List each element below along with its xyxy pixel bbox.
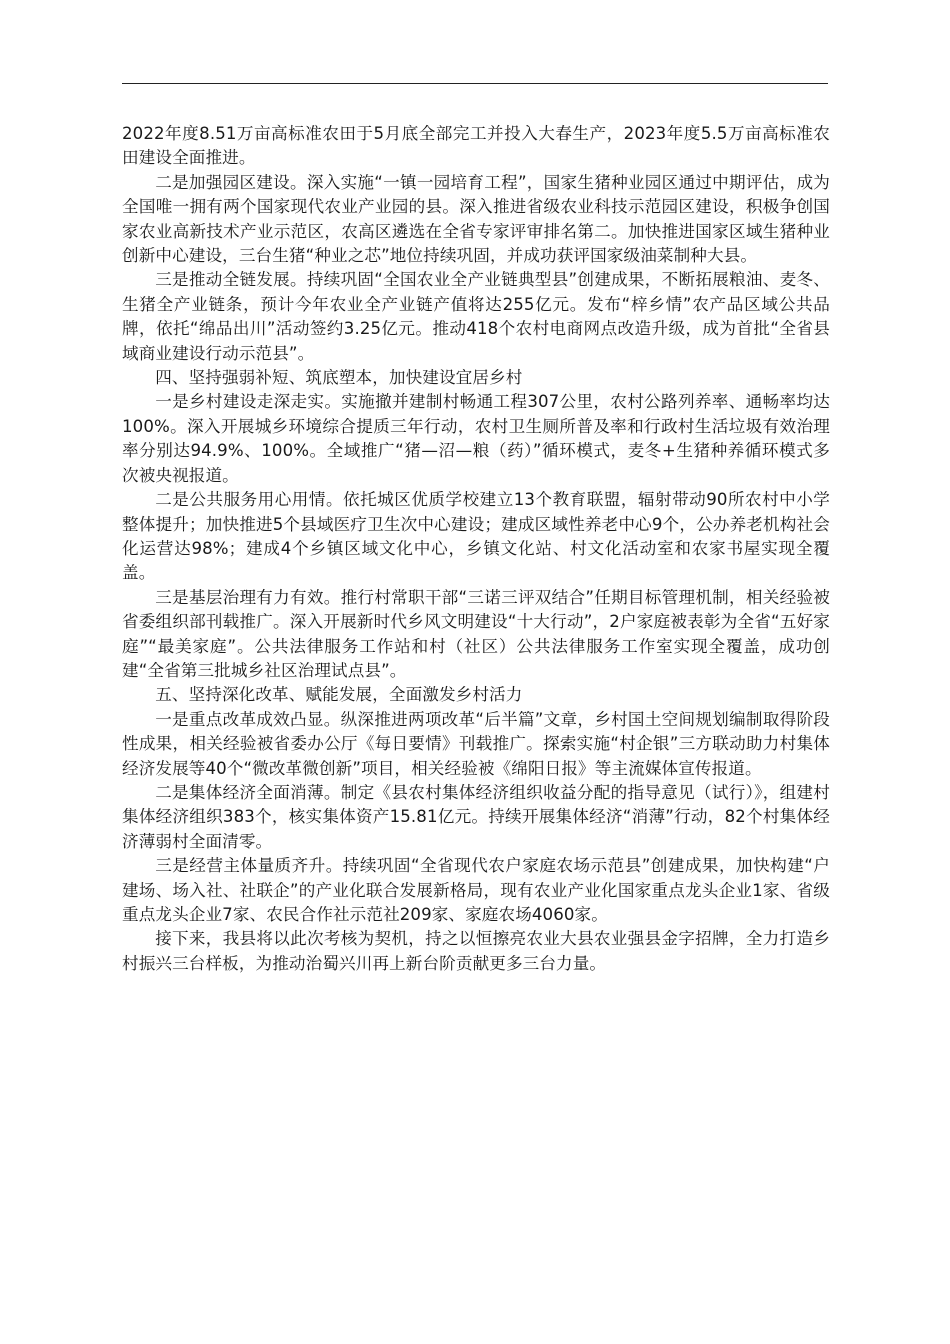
section-heading-reform: 五、坚持深化改革、赋能发展，全面激发乡村活力 bbox=[155, 685, 523, 705]
paragraph-park-construction: 二是加强园区建设。深入实施“一镇一园培育工程”，国家生猪种业园区通过中期评估，成为全国唯一拥有两个国家现代农业产业园的县。深入推进省级农业科技示范园区建设，积极争创国家农业高新技术产业示范区，农高区遴选在全省专家评审排名第二。加快推进国家区域生猪种业创新中心建设，三台生猪“种业之芯”地位持续巩固，并成功获评国家级油菜制种大县。 bbox=[122, 172, 830, 266]
document-body bbox=[122, 122, 830, 976]
header-rule bbox=[122, 83, 828, 84]
paragraph-grassroots-governance: 三是基层治理有力有效。推行村常职干部“三诺三评双结合”任期目标管理机制，相关经验被省委组织部刊载推广。深入开展新时代乡风文明建设“十大行动”，2户家庭被表彰为全省“五好家庭”“最美家庭”。公共法律服务工作站和村（社区）公共法律服务工作室实现全覆盖，成功创建“全省第三批城乡社区治理试点县”。 bbox=[122, 587, 830, 680]
paragraph-business-entities: 三是经营主体量质齐升。持续巩固“全省现代农户家庭农场示范县”创建成果，加快构建“户建场、场入社、社联企”的产业化联合发展新格局，现有农业产业化国家重点龙头企业1家、省级重点龙头企业7家、农民合作社示范社209家、家庭农场4060家。 bbox=[122, 856, 830, 924]
paragraph-key-reforms: 一是重点改革成效凸显。纵深推进两项改革“后半篇”文章，乡村国土空间规划编制取得阶段性成果，相关经验被省委办公厅《每日要情》刊载推广。探索实施“村企银”三方联动助力村集体经济发展等40个“微改革微创新”项目，相关经验被《绵阳日报》等主流媒体宣传报道。 bbox=[122, 709, 830, 778]
paragraph-full-chain: 三是推动全链发展。持续巩固“全国农业全产业链典型县”创建成果，不断拓展粮油、麦冬、生猪全产业链条，预计今年农业全产业链产值将达255亿元。发布“梓乡情”农产品区域公共品牌，依托“绵品出川”活动签约3.25亿元。推动418个农村电商网点改造升级，成为首批“全省县域商业建设行动示范县”。 bbox=[122, 270, 830, 363]
paragraph-public-services: 二是公共服务用心用情。依托城区优质学校建立13个教育联盟，辐射带动90所农村中小学整体提升；加快推进5个县域医疗卫生次中心建设；建成区域性养老中心9个，公办养老机构社会化运营达98%；建成4个乡镇区域文化中心，乡镇文化站、村文化活动室和农家书屋实现全覆盖。 bbox=[122, 490, 830, 583]
paragraph-collective-economy: 二是集体经济全面消薄。制定《县农村集体经济组织收益分配的指导意见（试行）》，组建村集体经济组织383个，核实集体资产15.81亿元。持续开展集体经济“消薄”行动，82个村集体经济薄弱村全面清零。 bbox=[122, 782, 830, 851]
section-heading-livable-villages: 四、坚持强弱补短、筑底塑本，加快建设宜居乡村 bbox=[155, 368, 523, 388]
paragraph-conclusion: 接下来，我县将以此次考核为契机，持之以恒擦亮农业大县农业强县金字招牌，全力打造乡村振兴三台样板，为推动治蜀兴川再上新台阶贡献更多三台力量。 bbox=[122, 929, 830, 973]
paragraph-continuation: 2022年度8.51万亩高标准农田于5月底全部完工并投入大春生产，2023年度5.5万亩高标准农田建设全面推进。 bbox=[122, 124, 830, 168]
paragraph-village-construction: 一是乡村建设走深走实。实施撤并建制村畅通工程307公里，农村公路列养率、通畅率均达100%。深入开展城乡环境综合提质三年行动，农村卫生厕所普及率和行政村生活垃圾有效治理率分别达94.9%、100%。全域推广“猪—沼—粮（药）”循环模式，麦冬+生猪种养循环模式多次被央视报道。 bbox=[122, 392, 830, 485]
